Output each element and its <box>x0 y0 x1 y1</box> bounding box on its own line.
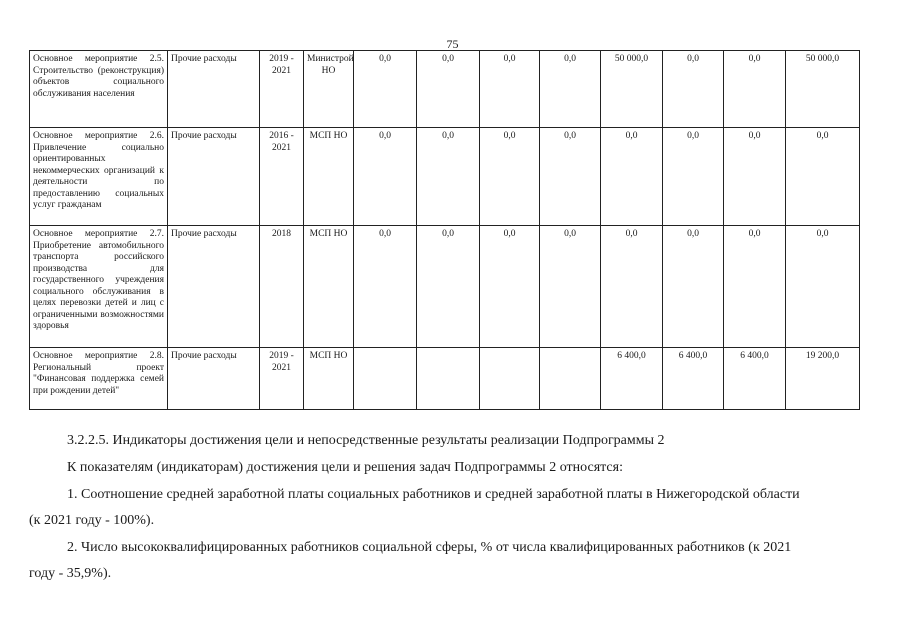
table-row <box>30 128 860 226</box>
expense-type-cell: Прочие расходы <box>168 51 260 128</box>
measure-name-cell: Основное мероприятие 2.6. Привлечение социально ориентированных некоммерческих организаций к деятельности по предоставлению социальных услуг гражданам <box>30 128 168 226</box>
value-cell: 0,0 <box>354 128 417 226</box>
value-cell: 0,0 <box>724 51 786 128</box>
section-heading: 3.2.2.5. Индикаторы достижения цели и непосредственные результаты реализации Подпрограммы 2 <box>67 433 665 448</box>
executor-cell: Министрой НО <box>304 51 354 128</box>
indicator-item-1: 1. Соотношение средней заработной платы социальных работников и средней заработной платы в Нижегородской области <box>67 487 800 502</box>
value-cell: 0,0 <box>786 128 860 226</box>
value-cell: 0,0 <box>663 51 724 128</box>
table-row <box>30 51 860 128</box>
table-row <box>30 226 860 348</box>
value-cell: 0,0 <box>601 128 663 226</box>
executor-cell: МСП НО <box>304 226 354 348</box>
value-cell: 0,0 <box>540 128 601 226</box>
value-cell: 50 000,0 <box>786 51 860 128</box>
value-cell: 0,0 <box>480 51 540 128</box>
value-cell: 0,0 <box>417 51 480 128</box>
years-cell: 2019 - 2021 <box>260 51 304 128</box>
page-number: 75 <box>446 37 459 51</box>
value-cell: 6 400,0 <box>601 348 663 410</box>
indicator-item-2: 2. Число высококвалифицированных работников социальной сферы, % от числа квалифицированных работников (к 2021 <box>67 540 792 555</box>
value-cell: 6 400,0 <box>724 348 786 410</box>
value-cell: 19 200,0 <box>786 348 860 410</box>
value-cell: 0,0 <box>724 128 786 226</box>
value-cell: 0,0 <box>540 51 601 128</box>
value-cell: 0,0 <box>354 226 417 348</box>
executor-cell: МСП НО <box>304 128 354 226</box>
intro-paragraph: К показателям (индикаторам) достижения цели и решения задач Подпрограммы 2 относятся: <box>67 460 623 475</box>
value-cell: 0,0 <box>480 128 540 226</box>
value-cell <box>480 348 540 410</box>
value-cell: 0,0 <box>786 226 860 348</box>
value-cell: 0,0 <box>417 128 480 226</box>
value-cell: 50 000,0 <box>601 51 663 128</box>
value-cell: 0,0 <box>540 226 601 348</box>
value-cell: 0,0 <box>601 226 663 348</box>
value-cell <box>354 348 417 410</box>
expense-type-cell: Прочие расходы <box>168 226 260 348</box>
years-cell: 2019 - 2021 <box>260 348 304 410</box>
executor-cell: МСП НО <box>304 348 354 410</box>
measure-name-cell: Основное мероприятие 2.7. Приобретение автомобильного транспорта российского производства для государственного учреждения социального обслуживания в целях перевозки детей и лиц с ограниченными возможностями здоровья <box>30 226 168 348</box>
value-cell <box>540 348 601 410</box>
value-cell: 0,0 <box>417 226 480 348</box>
expense-type-cell: Прочие расходы <box>168 128 260 226</box>
budget-table <box>29 50 860 410</box>
years-cell: 2018 <box>260 226 304 348</box>
indicator-item-1-continuation: (к 2021 году - 100%). <box>29 513 155 528</box>
value-cell: 0,0 <box>663 128 724 226</box>
measure-name-cell: Основное мероприятие 2.8. Региональный проект "Финансовая поддержка семей при рождении детей" <box>30 348 168 410</box>
value-cell: 0,0 <box>354 51 417 128</box>
value-cell <box>417 348 480 410</box>
value-cell: 0,0 <box>480 226 540 348</box>
measure-name-cell: Основное мероприятие 2.5. Строительство (реконструкция) объектов социального обслуживания населения <box>30 51 168 128</box>
expense-type-cell: Прочие расходы <box>168 348 260 410</box>
value-cell: 6 400,0 <box>663 348 724 410</box>
years-cell: 2016 - 2021 <box>260 128 304 226</box>
indicator-item-2-continuation: году - 35,9%). <box>29 566 112 581</box>
table-row <box>30 348 860 410</box>
value-cell: 0,0 <box>724 226 786 348</box>
value-cell: 0,0 <box>663 226 724 348</box>
